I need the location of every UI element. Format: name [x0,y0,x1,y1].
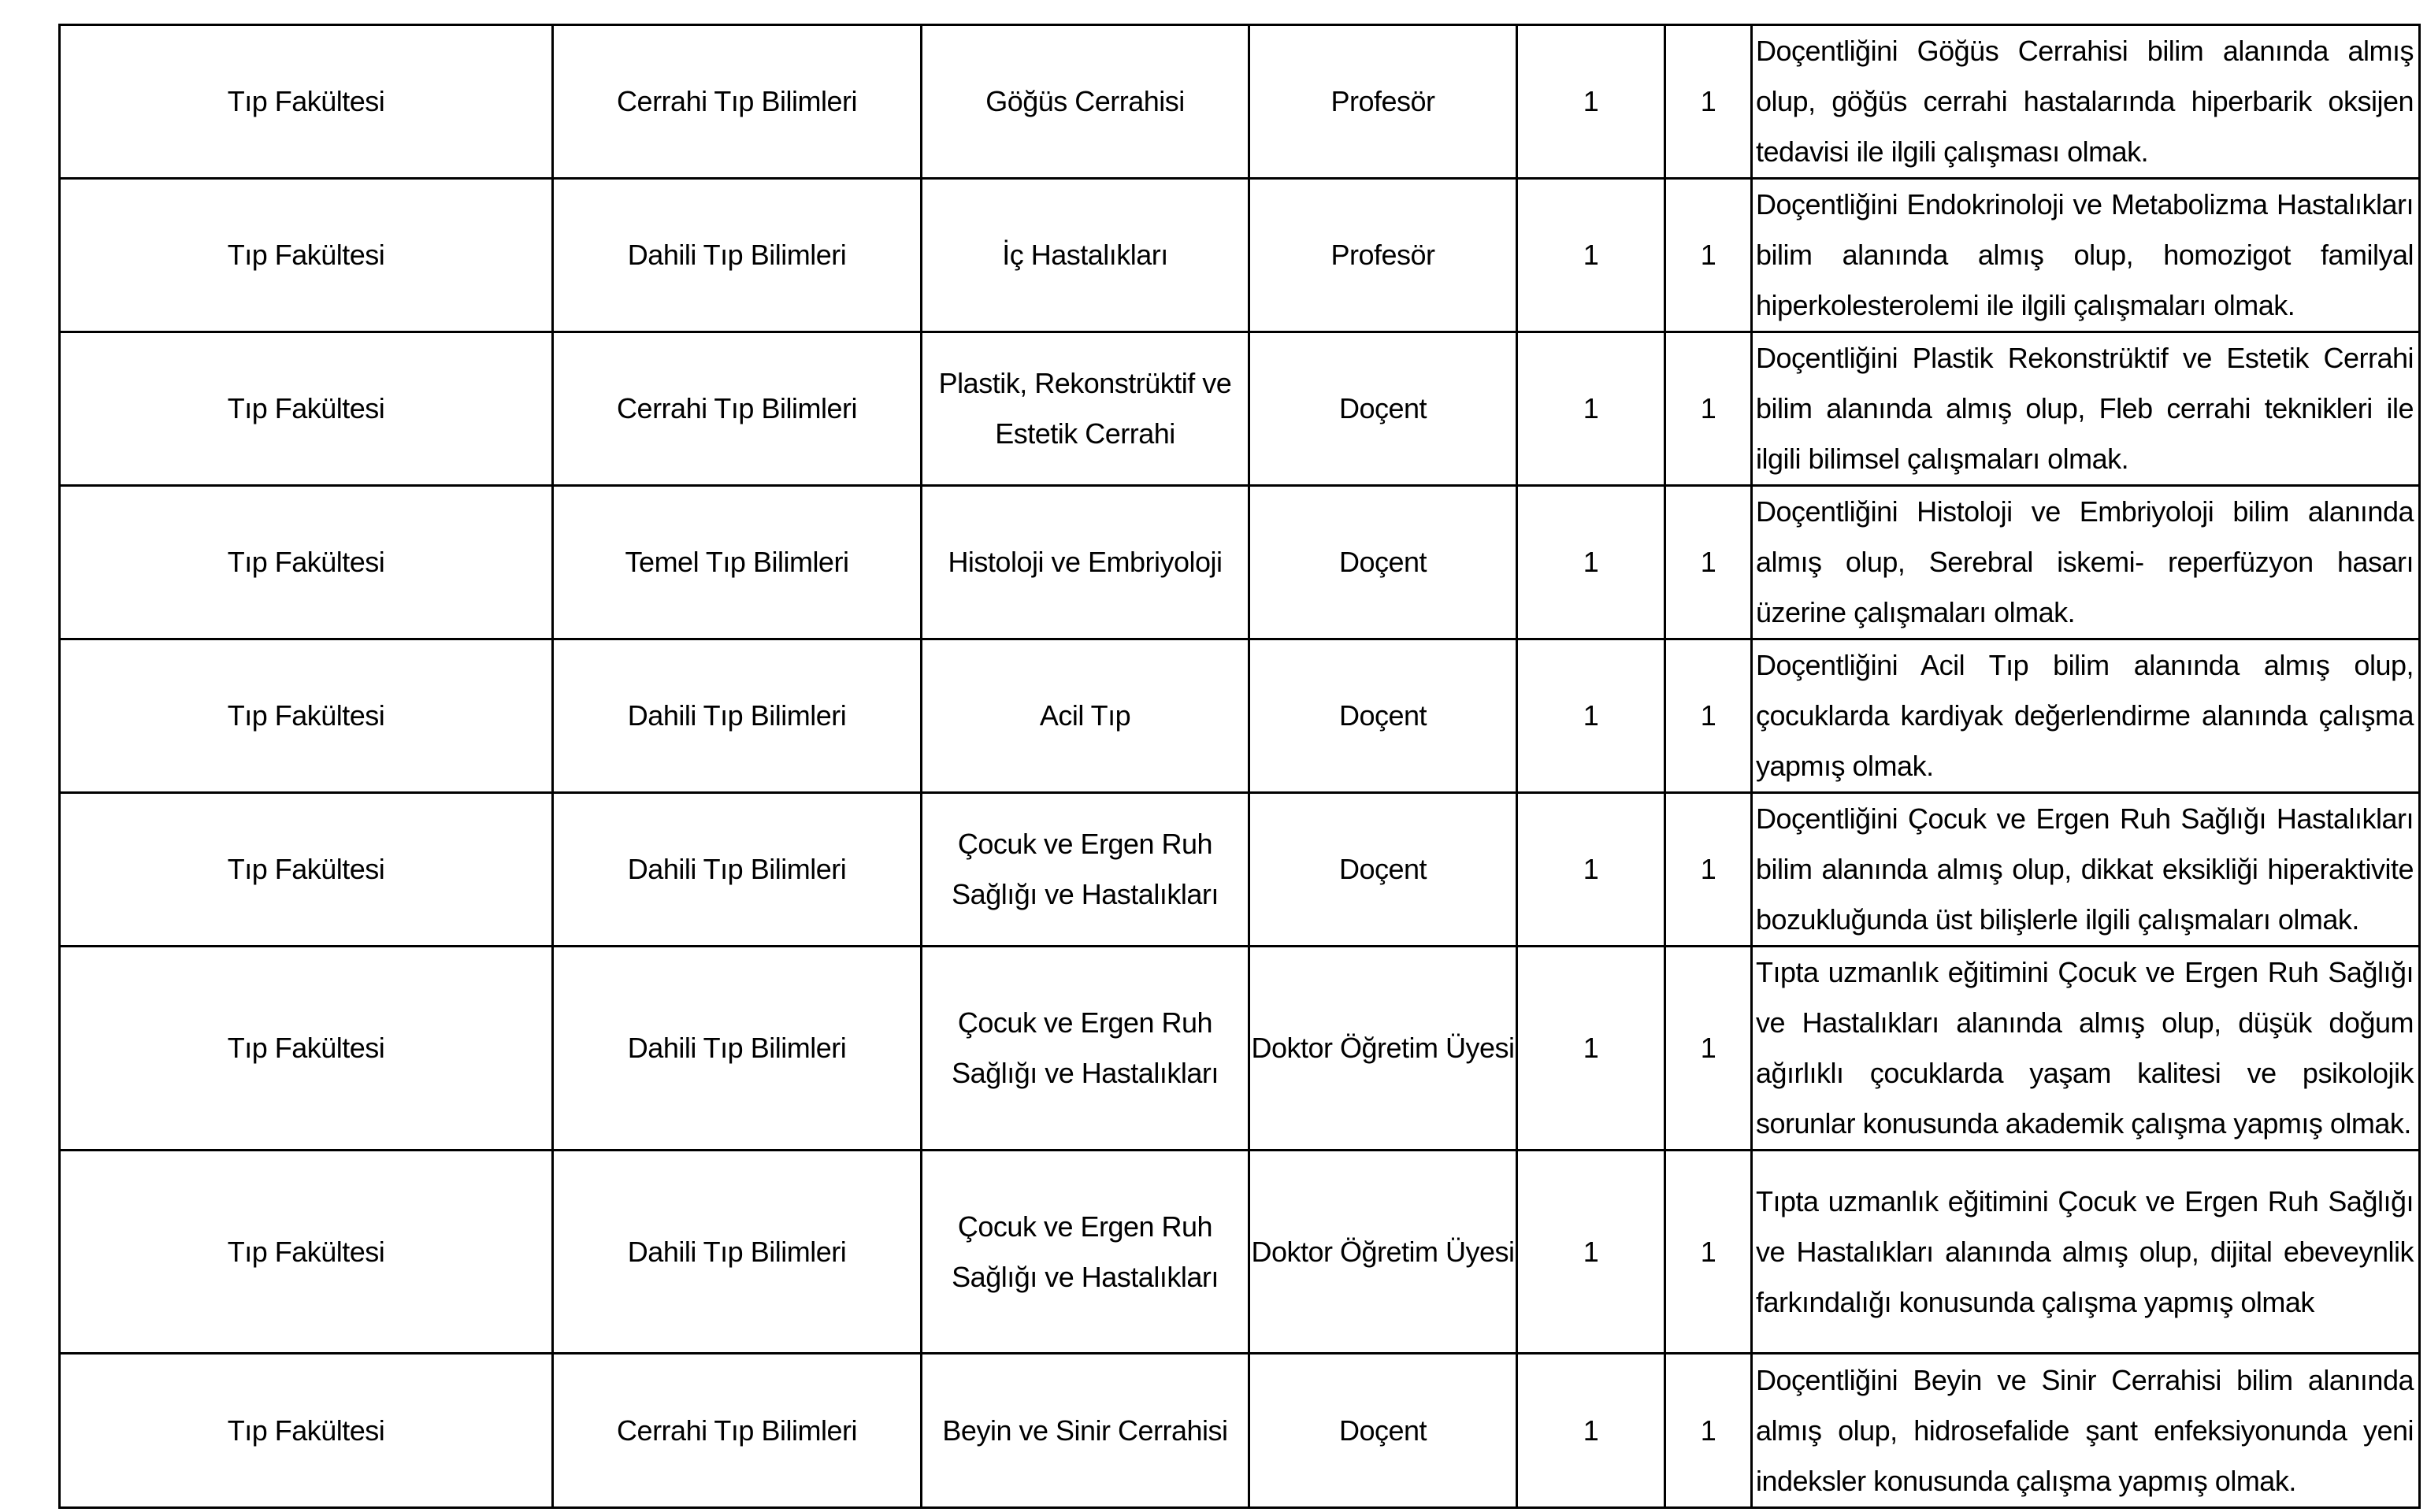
department-cell: Dahili Tıp Bilimleri [553,639,922,793]
department-cell: Dahili Tıp Bilimleri [553,179,922,332]
department-cell: Cerrahi Tıp Bilimleri [553,1354,922,1508]
table-row [60,25,2420,179]
description-cell: Doçentliğini Göğüs Cerrahisi bilim alanında almış olup, göğüs cerrahi hastalarında hiperbarik oksijen tedavisi ile ilgili çalışması olmak. [1752,25,2420,179]
faculty-cell: Tıp Fakültesi [60,1354,553,1508]
count-cell: 1 [1517,1151,1665,1354]
division-cell: Acil Tıp [922,639,1249,793]
quota-cell: 1 [1665,179,1752,332]
count-cell: 1 [1517,179,1665,332]
count-cell: 1 [1517,332,1665,486]
quota-cell: 1 [1665,486,1752,639]
quota-cell: 1 [1665,947,1752,1151]
division-cell: Beyin ve Sinir Cerrahisi [922,1354,1249,1508]
count-cell: 1 [1517,486,1665,639]
count-cell: 1 [1517,639,1665,793]
table-row [60,639,2420,793]
table-row [60,793,2420,947]
quota-cell: 1 [1665,1151,1752,1354]
division-cell: Çocuk ve Ergen Ruh Sağlığı ve Hastalıkları [922,793,1249,947]
table-row [60,332,2420,486]
faculty-cell: Tıp Fakültesi [60,1151,553,1354]
division-cell: Plastik, Rekonstrüktif ve Estetik Cerrahi [922,332,1249,486]
faculty-cell: Tıp Fakültesi [60,332,553,486]
title-cell: Profesör [1249,179,1517,332]
table-row [60,486,2420,639]
division-cell: Çocuk ve Ergen Ruh Sağlığı ve Hastalıkları [922,947,1249,1151]
faculty-cell: Tıp Fakültesi [60,793,553,947]
count-cell: 1 [1517,25,1665,179]
title-cell: Profesör [1249,25,1517,179]
title-cell: Doktor Öğretim Üyesi [1249,947,1517,1151]
quota-cell: 1 [1665,25,1752,179]
faculty-cell: Tıp Fakültesi [60,179,553,332]
title-cell: Doktor Öğretim Üyesi [1249,1151,1517,1354]
faculty-cell: Tıp Fakültesi [60,947,553,1151]
department-cell: Cerrahi Tıp Bilimleri [553,332,922,486]
title-cell: Doçent [1249,332,1517,486]
description-cell: Doçentliğini Histoloji ve Embriyoloji bilim alanında almış olup, Serebral iskemi- reperfüzyon hasarı üzerine çalışmaları olmak. [1752,486,2420,639]
quota-cell: 1 [1665,1354,1752,1508]
department-cell: Cerrahi Tıp Bilimleri [553,25,922,179]
table-row [60,1354,2420,1508]
quota-cell: 1 [1665,793,1752,947]
count-cell: 1 [1517,1354,1665,1508]
description-cell: Doçentliğini Beyin ve Sinir Cerrahisi bilim alanında almış olup, hidrosefalide şant enfeksiyonunda yeni indeksler konusunda çalışma yapmış olmak. [1752,1354,2420,1508]
title-cell: Doçent [1249,486,1517,639]
department-cell: Temel Tıp Bilimleri [553,486,922,639]
count-cell: 1 [1517,793,1665,947]
staff-positions-table [58,24,2421,1509]
table-body [60,25,2420,1508]
department-cell: Dahili Tıp Bilimleri [553,947,922,1151]
description-cell: Doçentliğini Endokrinoloji ve Metabolizma Hastalıkları bilim alanında almış olup, homozigot familyal hiperkolesterolemi ile ilgili çalışmaları olmak. [1752,179,2420,332]
quota-cell: 1 [1665,639,1752,793]
faculty-cell: Tıp Fakültesi [60,25,553,179]
count-cell: 1 [1517,947,1665,1151]
title-cell: Doçent [1249,639,1517,793]
description-cell: Tıpta uzmanlık eğitimini Çocuk ve Ergen Ruh Sağlığı ve Hastalıkları alanında almış olup, dijital ebeveynlik farkındalığı konusunda çalışma yapmış olmak [1752,1151,2420,1354]
faculty-cell: Tıp Fakültesi [60,486,553,639]
title-cell: Doçent [1249,793,1517,947]
description-cell: Doçentliğini Plastik Rekonstrüktif ve Estetik Cerrahi bilim alanında almış olup, Fleb cerrahi teknikleri ile ilgili bilimsel çalışmaları olmak. [1752,332,2420,486]
description-cell: Tıpta uzmanlık eğitimini Çocuk ve Ergen Ruh Sağlığı ve Hastalıkları alanında almış olup, düşük doğum ağırlıklı çocuklarda yaşam kalitesi ve psikolojik sorunlar konusunda akademik çalışma yapmış olmak. [1752,947,2420,1151]
title-cell: Doçent [1249,1354,1517,1508]
department-cell: Dahili Tıp Bilimleri [553,793,922,947]
faculty-cell: Tıp Fakültesi [60,639,553,793]
division-cell: Çocuk ve Ergen Ruh Sağlığı ve Hastalıkları [922,1151,1249,1354]
table-row [60,179,2420,332]
division-cell: Göğüs Cerrahisi [922,25,1249,179]
division-cell: İç Hastalıkları [922,179,1249,332]
division-cell: Histoloji ve Embriyoloji [922,486,1249,639]
quota-cell: 1 [1665,332,1752,486]
table-row [60,947,2420,1151]
description-cell: Doçentliğini Acil Tıp bilim alanında almış olup, çocuklarda kardiyak değerlendirme alanında çalışma yapmış olmak. [1752,639,2420,793]
table-row [60,1151,2420,1354]
description-cell: Doçentliğini Çocuk ve Ergen Ruh Sağlığı Hastalıkları bilim alanında almış olup, dikkat eksikliği hiperaktivite bozukluğunda üst bilişlerle ilgili çalışmaları olmak. [1752,793,2420,947]
department-cell: Dahili Tıp Bilimleri [553,1151,922,1354]
